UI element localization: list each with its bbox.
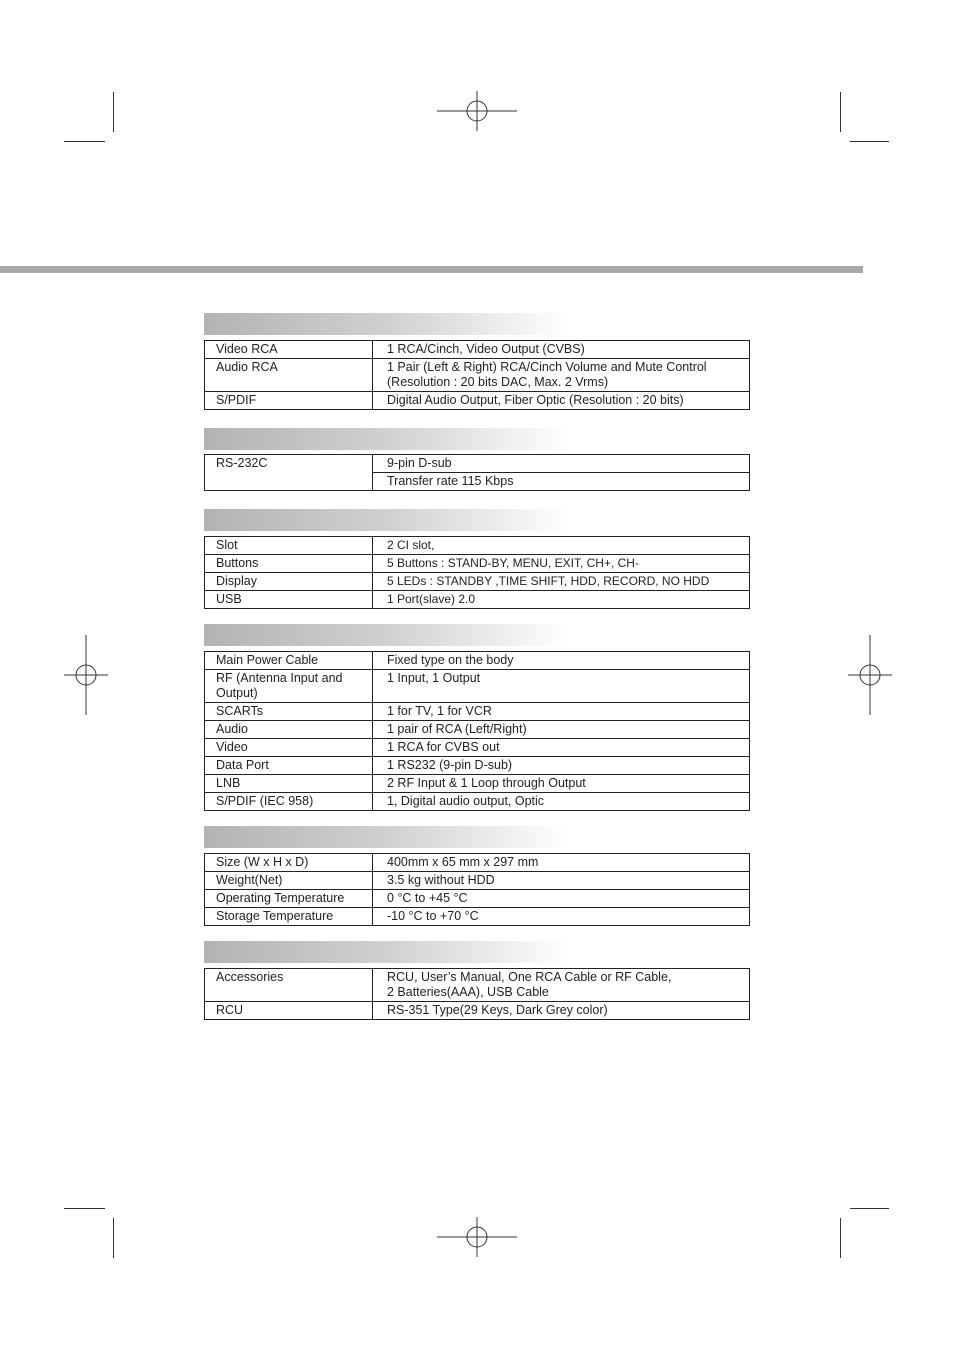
crop-mark [840, 92, 841, 132]
spec-value: RS-351 Type(29 Keys, Dark Grey color) [373, 1002, 750, 1020]
crop-mark [840, 1218, 841, 1258]
table-row [205, 721, 750, 739]
table-row [205, 537, 750, 555]
section-header-bar [204, 941, 569, 963]
spec-value-line: RCU, User’s Manual, One RCA Cable or RF Cable, [387, 970, 672, 984]
table-row [205, 573, 750, 591]
table-row [205, 1002, 750, 1020]
spec-label: Slot [205, 537, 373, 555]
table-row [205, 703, 750, 721]
table-row [205, 739, 750, 757]
spec-label: RS-232C [205, 455, 373, 491]
spec-value: Fixed type on the body [387, 653, 514, 667]
spec-label: Size (W x H x D) [205, 854, 373, 872]
crop-mark [113, 92, 114, 132]
table-row [205, 652, 750, 670]
table-row [205, 670, 750, 703]
spec-label-line: RF (Antenna Input and [216, 671, 343, 685]
crop-mark [64, 141, 105, 142]
crop-mark [64, 1208, 105, 1209]
spec-value: 3.5 kg without HDD [373, 872, 750, 890]
registration-mark-icon [437, 1217, 517, 1257]
section-header-bar [204, 624, 569, 646]
registration-mark-icon [848, 635, 892, 715]
spec-label: S/PDIF (IEC 958) [205, 793, 373, 811]
registration-mark-icon [437, 91, 517, 131]
spec-value: 1 RCA for CVBS out [373, 739, 750, 757]
section-header-bar [204, 826, 569, 848]
table-row [205, 775, 750, 793]
spec-value-line: (Resolution : 20 bits DAC, Max. 2 Vrms) [387, 375, 609, 389]
spec-table-front-panel [204, 536, 750, 609]
spec-label: Audio [205, 721, 373, 739]
registration-mark-icon [64, 635, 108, 715]
spec-value: 9-pin D-sub [387, 456, 452, 470]
spec-value: 1 RCA/Cinch, Video Output (CVBS) [387, 342, 585, 356]
spec-value: 1, Digital audio output, Optic [373, 793, 750, 811]
table-row [205, 890, 750, 908]
spec-value: 1 Port(slave) 2.0 [373, 591, 750, 609]
spec-table-outputs [204, 340, 750, 410]
spec-label: Buttons [205, 555, 373, 573]
spec-label: Audio RCA [205, 359, 373, 392]
spec-label: Video RCA [205, 341, 373, 359]
spec-label: RCU [205, 1002, 373, 1020]
spec-label: Weight(Net) [205, 872, 373, 890]
table-row [205, 854, 750, 872]
spec-value: 2 RF Input & 1 Loop through Output [373, 775, 750, 793]
crop-mark [850, 1208, 889, 1209]
spec-label: Storage Temperature [205, 908, 373, 926]
spec-label: LNB [205, 775, 373, 793]
spec-value: 400mm x 65 mm x 297 mm [387, 855, 539, 869]
spec-label [205, 670, 373, 703]
table-row [205, 341, 750, 359]
crop-mark [850, 141, 889, 142]
spec-label: Display [205, 573, 373, 591]
spec-value: 2 CI slot, [387, 538, 435, 552]
table-row [205, 359, 750, 392]
table-row [205, 757, 750, 775]
table-row [205, 591, 750, 609]
spec-label-line: Output) [216, 686, 258, 700]
spec-value: 0 °C to +45 °C [373, 890, 750, 908]
spec-table-rear-panel [204, 651, 750, 811]
spec-value: 1 pair of RCA (Left/Right) [373, 721, 750, 739]
spec-value: 1 for TV, 1 for VCR [373, 703, 750, 721]
spec-value: 1 RS232 (9-pin D-sub) [373, 757, 750, 775]
table-row [205, 392, 750, 410]
table-row [205, 872, 750, 890]
section-header-bar [204, 509, 569, 531]
table-row [205, 555, 750, 573]
spec-label: SCARTs [205, 703, 373, 721]
spec-table-accessories [204, 968, 750, 1020]
spec-table-physical [204, 853, 750, 926]
table-row [205, 455, 750, 473]
crop-mark [113, 1218, 114, 1258]
spec-value [373, 359, 750, 392]
spec-value: 5 LEDs : STANDBY ,TIME SHIFT, HDD, RECORD, NO HDD [373, 573, 750, 591]
spec-value-line: 2 Batteries(AAA), USB Cable [387, 985, 549, 999]
spec-value: 1 Input, 1 Output [373, 670, 750, 703]
table-row [205, 908, 750, 926]
section-header-bar [204, 313, 569, 335]
table-row [205, 969, 750, 1002]
spec-label: Video [205, 739, 373, 757]
spec-value: Transfer rate 115 Kbps [373, 473, 750, 491]
spec-value: -10 °C to +70 °C [373, 908, 750, 926]
header-band [0, 266, 863, 273]
spec-label: Data Port [205, 757, 373, 775]
spec-label: Accessories [205, 969, 373, 1002]
section-header-bar [204, 428, 569, 450]
spec-label: S/PDIF [205, 392, 373, 410]
spec-table-data-port [204, 454, 750, 491]
spec-value [373, 969, 750, 1002]
spec-label: Main Power Cable [205, 652, 373, 670]
spec-value: 5 Buttons : STAND-BY, MENU, EXIT, CH+, CH- [373, 555, 750, 573]
spec-label: Operating Temperature [205, 890, 373, 908]
spec-label: USB [205, 591, 373, 609]
spec-value-line: 1 Pair (Left & Right) RCA/Cinch Volume and Mute Control [387, 360, 707, 374]
spec-value: Digital Audio Output, Fiber Optic (Resolution : 20 bits) [373, 392, 750, 410]
table-row [205, 793, 750, 811]
